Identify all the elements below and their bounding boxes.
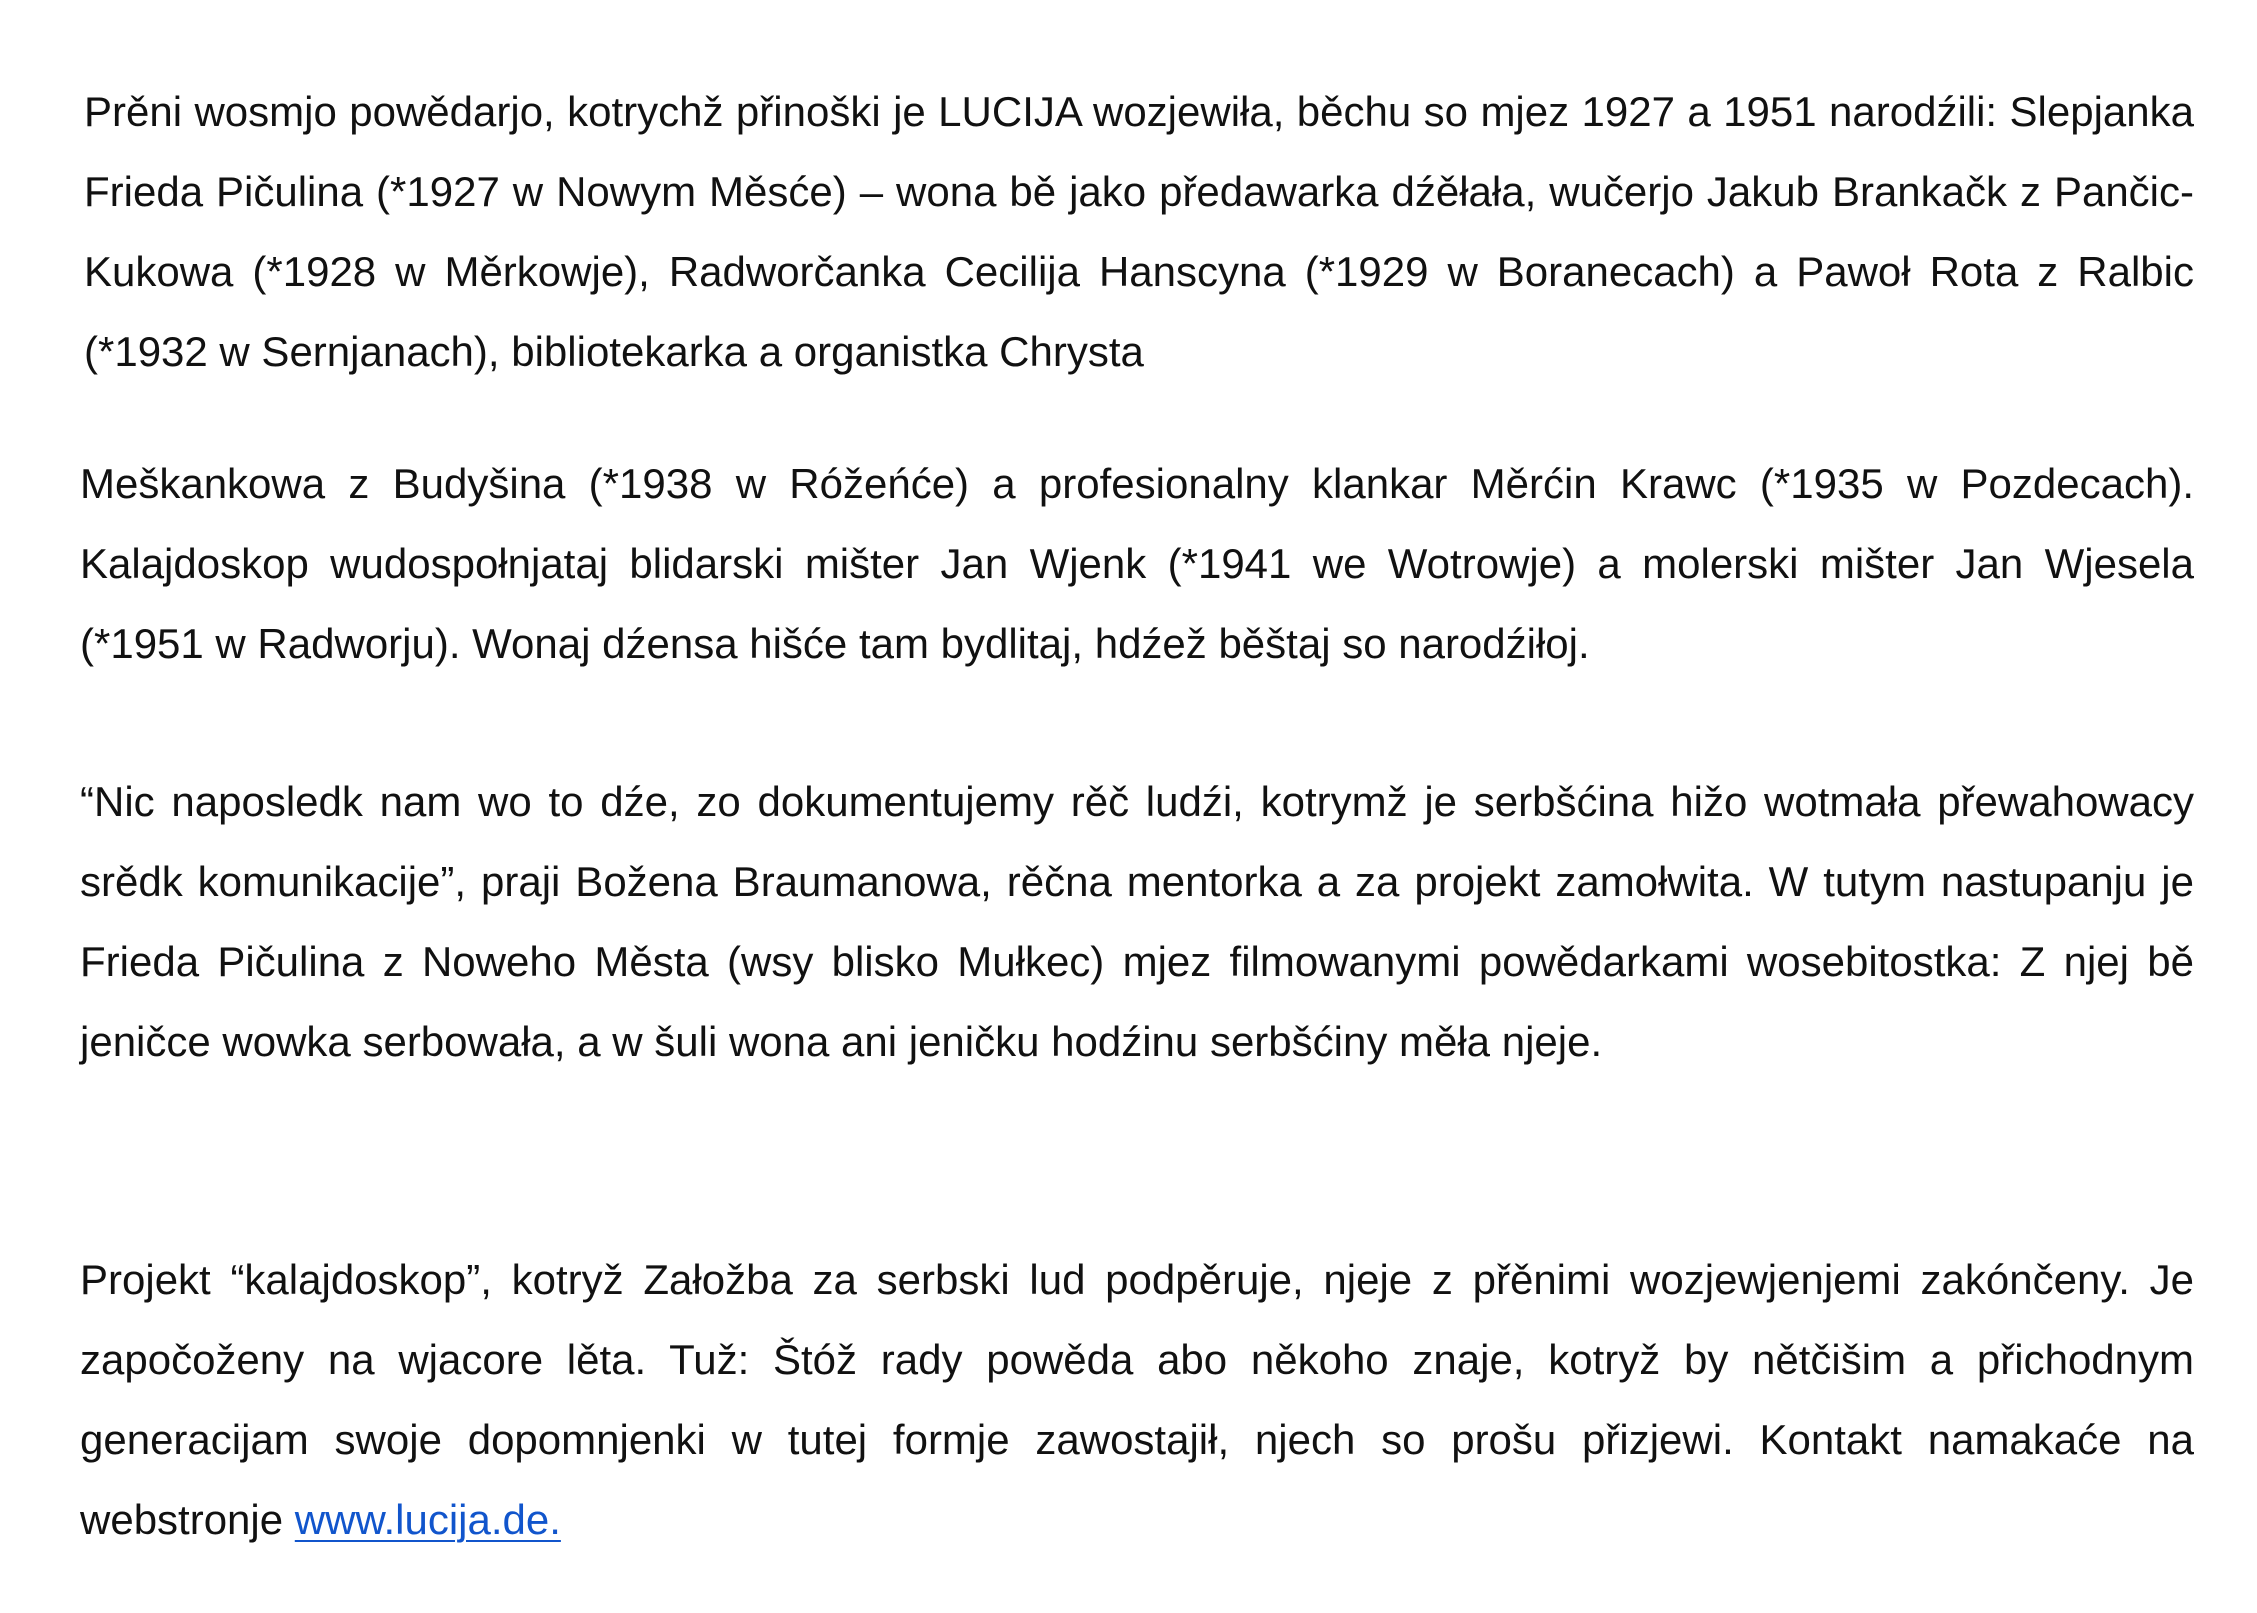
paragraph-intro-top: Prěni wosmjo powědarjo, kotrychž přinoški je LUCIJA wozjewiła, běchu so mjez 1927 a 1951 narodźili: Slepjanka Frieda Pičulina (*1927 w Nowym Měsće) – wona bě jako předawarka dźěłała, wučerjo Jakub Brankačk z Pančic-Kukowa (*1928 w Měrkowje), Radworčanka Cecilija Hanscyna (*1929 w Boranecach) a Pawoł Rota z Ralbic (*1932 w Sernjanach), bibliotekarka a organistka Chrysta: [84, 88, 2194, 375]
paragraph-project: [80, 1240, 2194, 1560]
website-link[interactable]: www.lucija.de.: [294, 1496, 561, 1543]
paragraph-intro-bottom: Meškankowa z Budyšina (*1938 w Róžeńće) a profesionalny klankar Měrćin Krawc (*1935 w Pozdecach). Kalajdoskop wudospołnjataj blidarski mišter Jan Wjenk (*1941 we Wotrowje) a molerski mišter Jan Wjesela (*1951 w Radworju). Wonaj dźensa hišće tam bydlitaj, hdźež běštaj so narodźiłoj.: [80, 460, 2194, 667]
paragraph-quote: “Nic naposledk nam wo to dźe, zo dokumentujemy rěč ludźi, kotrymž je serbšćina hižo wotmała přewahowacy srědk komunikacije”, praji Božena Braumanowa, rěčna mentorka a za projekt zamołwita. W tutym nastupanju je Frieda Pičulina z Noweho Města (wsy blisko Mułkec) mjez filmowanymi powědarkami wosebitostka: Z njej bě jeničce wowka serbowała, a w šuli wona ani jeničku hodźinu serbšćiny měła njeje.: [80, 778, 2194, 1065]
paragraph-project-text: Projekt “kalajdoskop”, kotryž Załožba za serbski lud podpěruje, njeje z přěnimi wozjewjenjemi zakónčeny. Je započoženy na wjacore lěta. Tuž: Štóž rady powěda abo někoho znaje, kotryž by nětčišim a přichodnym generacijam swoje dopomnjenki w tutej formje zawostajił, njech so prošu přizjewi. Kontakt namakaće na webstronje: [80, 1256, 2194, 1543]
